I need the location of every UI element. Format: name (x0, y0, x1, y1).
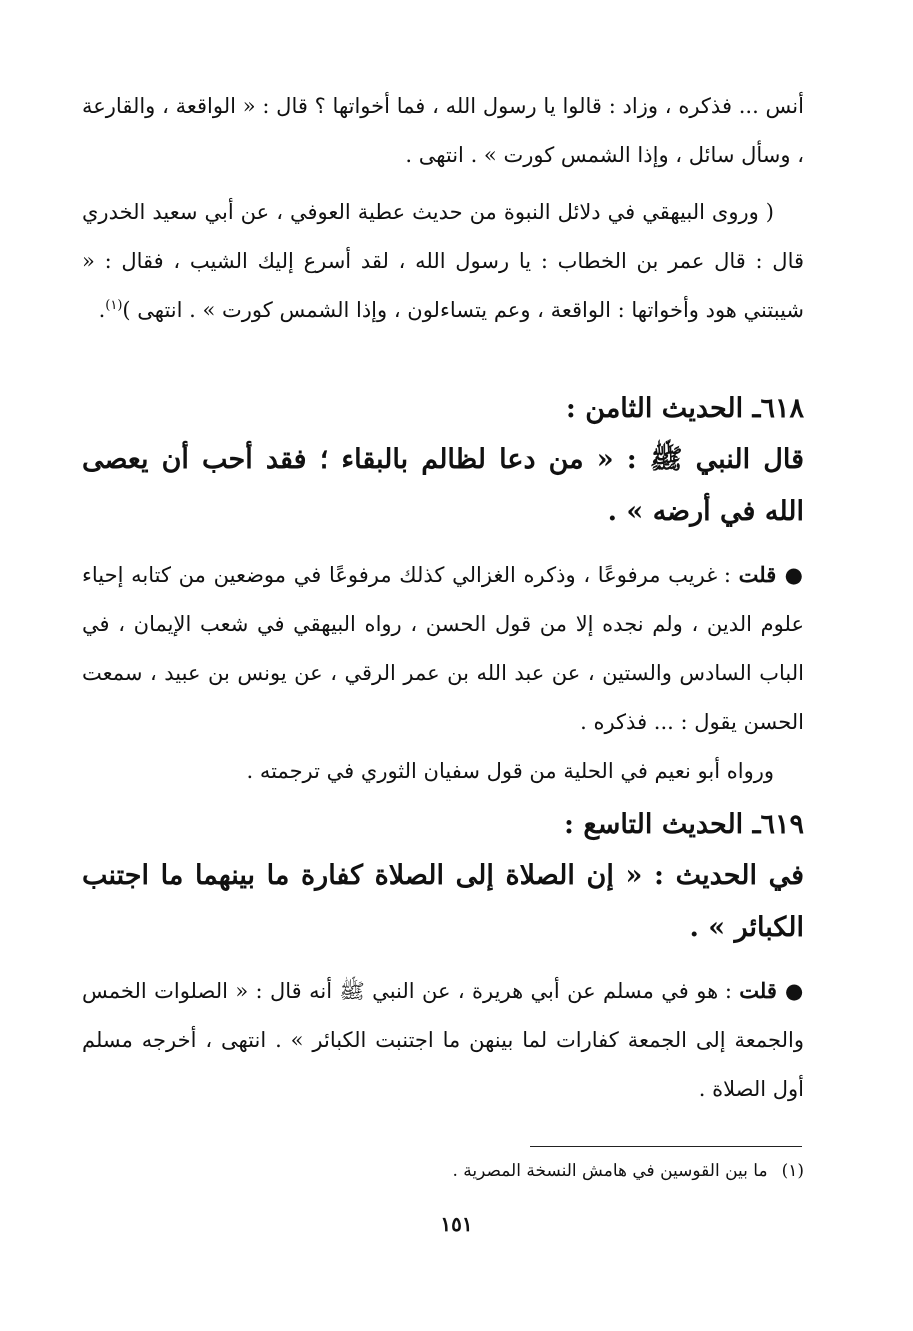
hadith-618-commentary (82, 550, 804, 796)
bullet-icon: ● (776, 562, 804, 587)
footnote-text: ما بين القوسين في هامش النسخة المصرية . (452, 1161, 768, 1181)
hadith-619-section (82, 800, 804, 954)
hadith-619-comment (82, 966, 804, 1114)
paragraph-2 (82, 188, 804, 335)
hadith-619-commentary (82, 966, 804, 1114)
page-number: ١٥١ (440, 1212, 473, 1236)
paragraph-1-text: أنس ... فذكره ، وزاد : قالوا يا رسول الله ، فما أخواتها ؟ قال : « الواقعة ، والقارعة ، وسأل سائل ، وإذا الشمس كورت » . انتهى . (82, 94, 804, 167)
hadith-619-text: في الحديث : « إن الصلاة إلى الصلاة كفارة ما بينهما ما اجتنب الكبائر » . (82, 860, 804, 943)
comment-body: : هو في مسلم عن أبي هريرة ، عن النبي ﷺ أنه قال : « الصلوات الخمس والجمعة إلى الجمعة كفارات لما بينهن ما اجتنبت الكبائر » . انتهى ، أخرجه مسلم أول الصلاة . (82, 979, 804, 1101)
paragraph-1 (82, 82, 804, 180)
hadith-618-comment-2: ورواه أبو نعيم في الحلية من قول سفيان الثوري في ترجمته . (246, 759, 774, 783)
hadith-618-heading: ٦١٨ـ الحديث الثامن : (565, 393, 804, 424)
hadith-619-heading: ٦١٩ـ الحديث التاسع : (563, 809, 804, 840)
comment-lead: قلت (738, 562, 777, 587)
footnote-divider (530, 1146, 802, 1147)
comment-body: : غريب مرفوعًا ، وذكره الغزالي كذلك مرفوعًا في موضعين من كتابه إحياء علوم الدين ، ولم نجده إلا من قول الحسن ، رواه البيهقي في شعب الإيمان ، في الباب السادس والستين ، عن عبد الله بن عمر الرقي ، عن يونس بن عبيد ، سمعت الحسن يقول : ... فذكره . (82, 563, 804, 734)
paragraph-2-text (82, 188, 804, 335)
comment-lead: قلت (739, 978, 777, 1003)
footnote-reference: (١) (105, 298, 123, 313)
footnote-number: (١) (781, 1161, 804, 1181)
bullet-icon: ● (776, 978, 804, 1003)
paragraph-2-period: . (98, 298, 106, 322)
hadith-618-text: قال النبي ﷺ : « من دعا لظالم بالبقاء ؛ فقد أحب أن يعصى الله في أرضه » . (82, 444, 804, 527)
paragraph-2-body: ( وروى البيهقي في دلائل النبوة من حديث عطية العوفي ، عن أبي سعيد الخدري قال : قال عمر بن الخطاب : يا رسول الله ، لقد أسرع إليك الشيب ، فقال : « شيبتني هود وأخواتها : الواقعة ، وعم يتساءلون ، وإذا الشمس كورت » . انتهى ) (82, 200, 804, 322)
hadith-618-section (82, 384, 804, 538)
footnote (82, 1156, 804, 1186)
hadith-618-comment (82, 550, 804, 747)
